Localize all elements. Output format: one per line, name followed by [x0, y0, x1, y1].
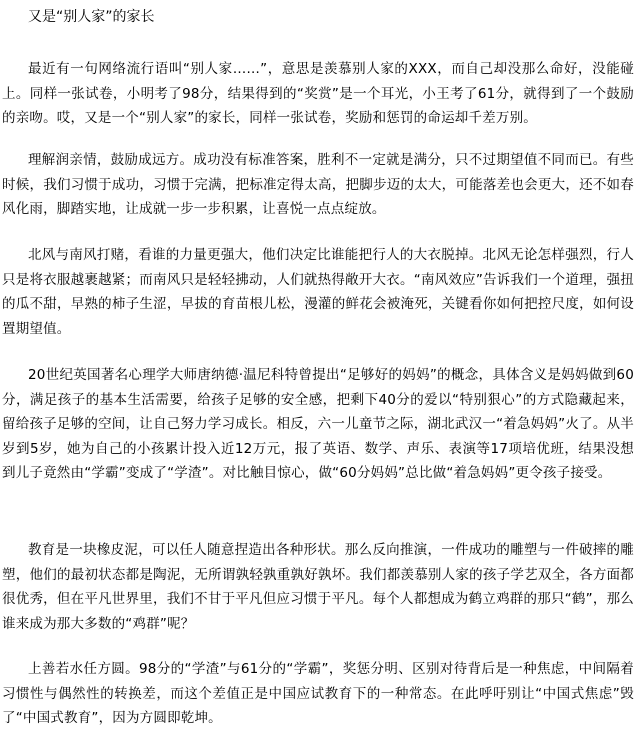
- article-paragraph-3: 北风与南风打赌，看谁的力量更强大，他们决定比谁能把行人的大衣脱掉。北风无论怎样强烈，行人只是将衣服越裹越紧；而南风只是轻轻拂动，人们就热得敞开大衣。“南风效应”告诉我们一个道理，强扭的瓜不甜，早熟的柿子生涩，早拔的育苗根儿松，漫灌的鲜花会被淹死，关键看你如何把控尺度，如何设置期望值。: [2, 247, 634, 337]
- article-paragraph-5: 教育是一块橡皮泥，可以任人随意捏造出各种形状。那么反向推演，一件成功的雕塑与一件破摔的雕塑，他们的最初状态都是陶泥，无所谓孰轻孰重孰好孰坏。我们都羡慕别人家的孩子学艺双全，各方面都很优秀，但在平凡世界里，我们不甘于平凡但应习惯于平凡。每个人都想成为鹤立鸡群的那只“鹤”，那么谁来成为那大多数的“鸡群”呢？: [2, 542, 634, 632]
- article-paragraph-2: 理解润亲情，鼓励成远方。成功没有标准答案，胜利不一定就是满分，只不过期望值不同而已。有些时候，我们习惯于成功，习惯于完满，把标准定得太高，把脚步迈的太大，可能落差也会更大，还不如春风化雨，脚踏实地，让成就一步一步积累，让喜悦一点点绽放。: [2, 152, 634, 217]
- article-paragraph-6: 上善若水任方圆。98分的“学渣”与61分的“学霸”，奖惩分明、区别对待背后是一种焦虑，中间隔着习惯性与偶然性的转换差，而这个差值正是中国应试教育下的一种常态。在此呼吁别让“中国式焦虑”毁了“中国式教育”，因为方圆即乾坤。: [2, 661, 634, 726]
- article-title: 又是“别人家”的家长: [28, 9, 155, 25]
- article-paragraph-4: 20世纪英国著名心理学大师唐纳德·温尼科特曾提出“足够好的妈妈”的概念，具体含义是妈妈做到60分，满足孩子的基本生活需要，给孩子足够的安全感，把剩下40分的爱以“特别狠心”的方式隐藏起来，留给孩子足够的空间，让自己努力学习成长。相反，六一儿童节之际，湖北武汉一“着急妈妈”火了。从半岁到5岁，她为自己的小孩累计投入近12万元，报了英语、数学、声乐、表演等17项培优班，结果没想到儿子竟然由“学霸”变成了“学渣”。对比触目惊心，做“60分妈妈”总比做“着急妈妈”更令孩子接受。: [2, 367, 634, 481]
- article-paragraph-1: 最近有一句网络流行语叫“别人家……”，意思是羡慕别人家的XXX，而自己却没那么命好，没能碰上。同样一张试卷，小明考了98分，结果得到的“奖赏”是一个耳光，小王考了61分，就得到了一个鼓励的亲吻。哎，又是一个“别人家”的家长，同样一张试卷，奖励和惩罚的命运却千差万别。: [2, 61, 634, 126]
